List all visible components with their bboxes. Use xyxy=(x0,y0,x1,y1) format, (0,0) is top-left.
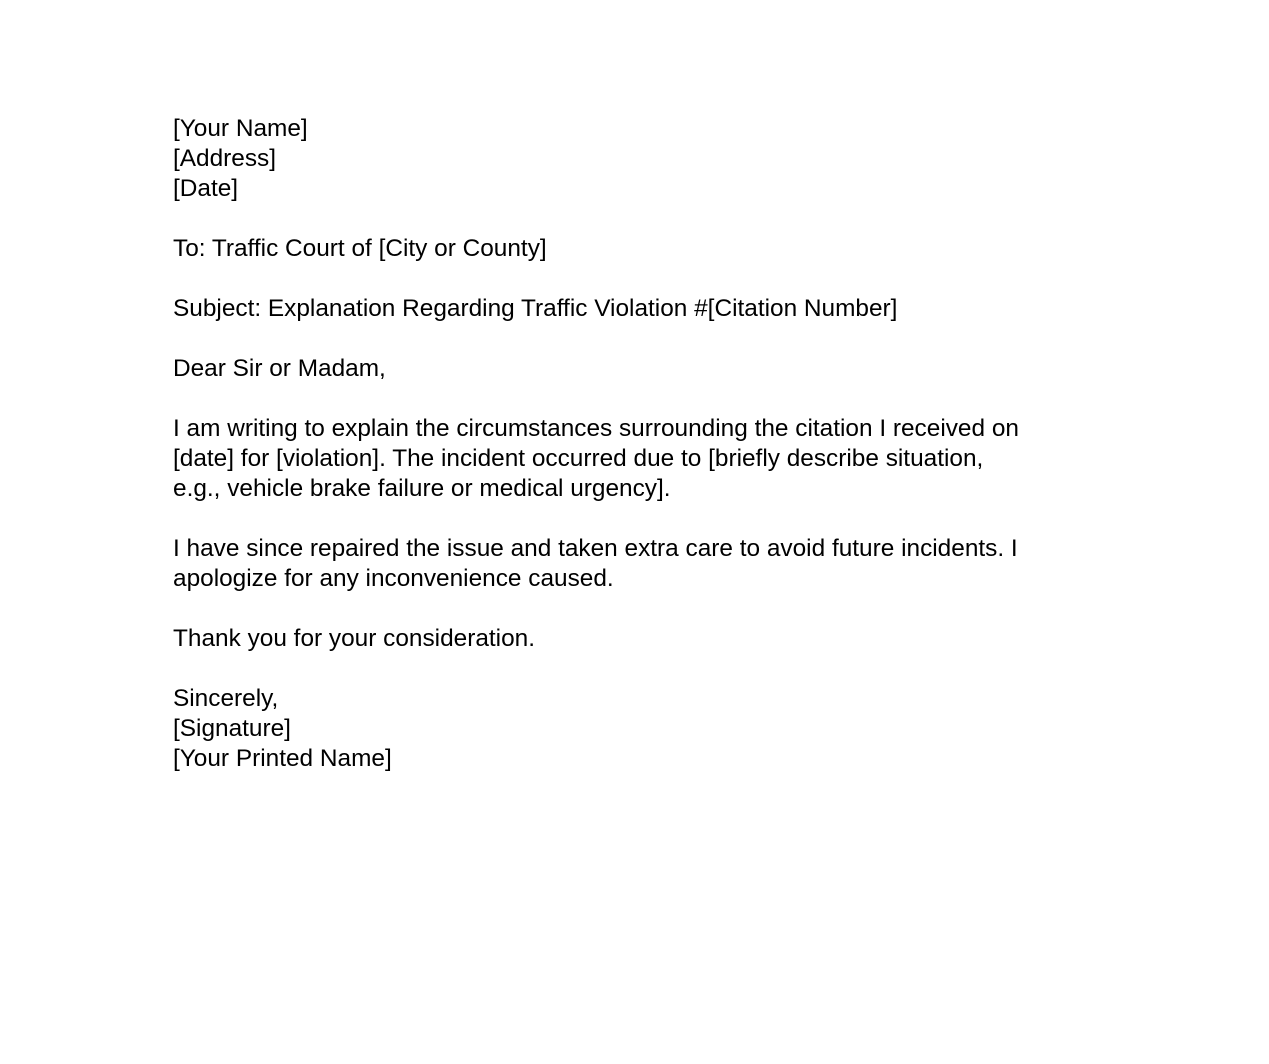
sender-address: [Address] xyxy=(173,145,277,172)
spacer xyxy=(173,504,1093,534)
recipient-line: To: Traffic Court of [City or County] xyxy=(173,235,547,262)
paragraph-line: [date] for [violation]. The incident occurred due to [briefly describe situation, xyxy=(173,445,984,472)
subject-line: Subject: Explanation Regarding Traffic Violation #[Citation Number] xyxy=(173,295,898,322)
body-paragraph-1 xyxy=(173,414,1093,504)
paragraph-line: e.g., vehicle brake failure or medical urgency]. xyxy=(173,475,671,502)
paragraph-line: I have since repaired the issue and taken extra care to avoid future incidents. I xyxy=(173,535,1018,562)
spacer xyxy=(173,324,1093,354)
spacer xyxy=(173,654,1093,684)
paragraph-line: apologize for any inconvenience caused. xyxy=(173,565,614,592)
sender-name: [Your Name] xyxy=(173,115,308,142)
letter-date: [Date] xyxy=(173,175,239,202)
valediction: Sincerely, xyxy=(173,685,279,712)
spacer xyxy=(173,264,1093,294)
spacer xyxy=(173,384,1093,414)
spacer xyxy=(173,594,1093,624)
signature-placeholder: [Signature] xyxy=(173,715,291,742)
printed-name: [Your Printed Name] xyxy=(173,745,392,772)
sender-block xyxy=(173,114,1093,204)
closing-block xyxy=(173,684,1093,774)
salutation: Dear Sir or Madam, xyxy=(173,355,386,382)
spacer xyxy=(173,204,1093,234)
thanks-line: Thank you for your consideration. xyxy=(173,625,535,652)
letter-document xyxy=(173,114,1093,774)
body-paragraph-2 xyxy=(173,534,1093,594)
paragraph-line: I am writing to explain the circumstances surrounding the citation I received on xyxy=(173,415,1019,442)
